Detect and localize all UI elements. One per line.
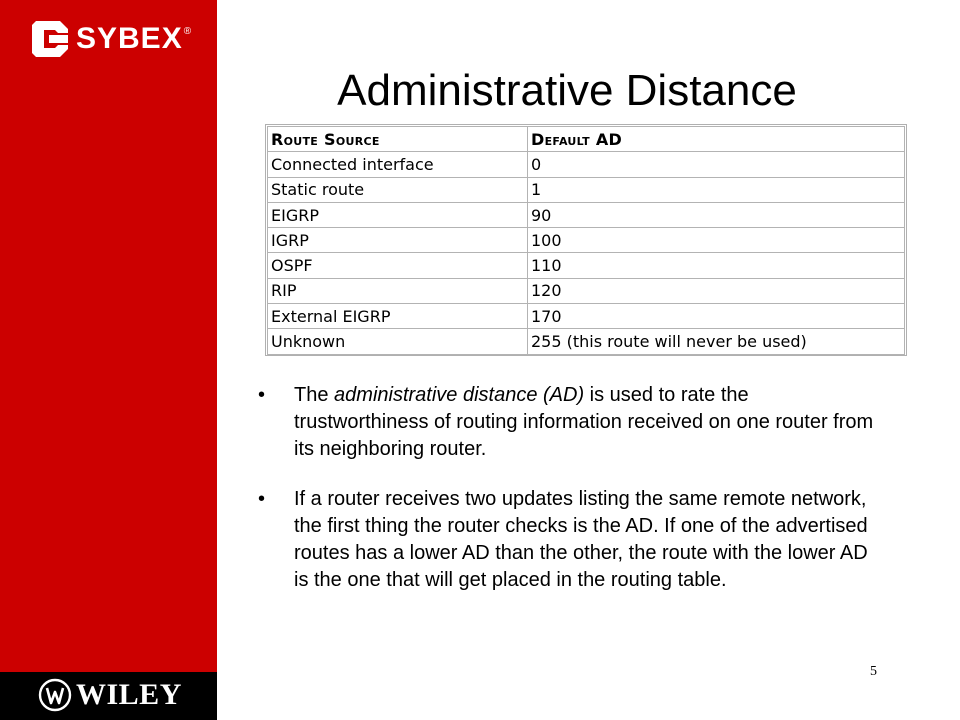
sybex-mark-icon	[30, 18, 72, 60]
page-number: 5	[870, 664, 877, 679]
default-ad-cell: 120	[528, 278, 905, 303]
table-header-row	[268, 127, 905, 152]
route-source-cell: IGRP	[268, 228, 528, 253]
bullet-list	[258, 382, 878, 617]
route-source-cell: EIGRP	[268, 202, 528, 227]
bullet-text: is used to rate the trustworthiness of routing information received on one router from its neighboring router.	[294, 384, 874, 460]
column-header-default-ad: Default AD	[528, 127, 905, 152]
sybex-logo	[30, 18, 191, 60]
table-row	[268, 152, 905, 177]
registered-mark: ®	[183, 25, 192, 37]
bullet-text: The	[294, 384, 335, 406]
sybex-logo-text: SYBEX	[76, 22, 183, 55]
table-row	[268, 177, 905, 202]
wiley-seal-icon	[38, 678, 72, 712]
table-row	[268, 304, 905, 329]
bullet-item-ad-selection	[258, 486, 878, 594]
brand-sidebar	[0, 0, 217, 720]
route-source-cell: Static route	[268, 177, 528, 202]
default-ad-cell: 90	[528, 202, 905, 227]
ad-table-container	[265, 124, 907, 356]
table-row	[268, 278, 905, 303]
default-ad-cell: 100	[528, 228, 905, 253]
default-ad-cell: 170	[528, 304, 905, 329]
ad-table	[267, 126, 905, 355]
default-ad-cell: 0	[528, 152, 905, 177]
route-source-cell: Connected interface	[268, 152, 528, 177]
column-header-route-source: Route Source	[268, 127, 528, 152]
bullet-marker: •	[258, 384, 266, 406]
default-ad-cell: 1	[528, 177, 905, 202]
bullet-emphasis: administrative distance (AD)	[334, 384, 585, 406]
wiley-logo	[38, 678, 182, 712]
wiley-logo-text: WILEY	[76, 678, 182, 711]
route-source-cell: OSPF	[268, 253, 528, 278]
default-ad-cell: 255 (this route will never be used)	[528, 329, 905, 354]
default-ad-cell: 110	[528, 253, 905, 278]
route-source-cell: RIP	[268, 278, 528, 303]
table-row	[268, 329, 905, 354]
bullet-text: If a router receives two updates listing the same remote network, the first thing the router checks is the AD. If one of the advertised routes has a lower AD than the other, the route with the lower AD is the one that will get placed in the routing table.	[294, 488, 868, 591]
route-source-cell: External EIGRP	[268, 304, 528, 329]
table-row	[268, 253, 905, 278]
slide-title: Administrative Distance	[337, 66, 797, 115]
route-source-cell: Unknown	[268, 329, 528, 354]
bullet-item-ad-definition	[258, 382, 878, 463]
table-row	[268, 228, 905, 253]
bullet-marker: •	[258, 488, 266, 510]
table-row	[268, 202, 905, 227]
